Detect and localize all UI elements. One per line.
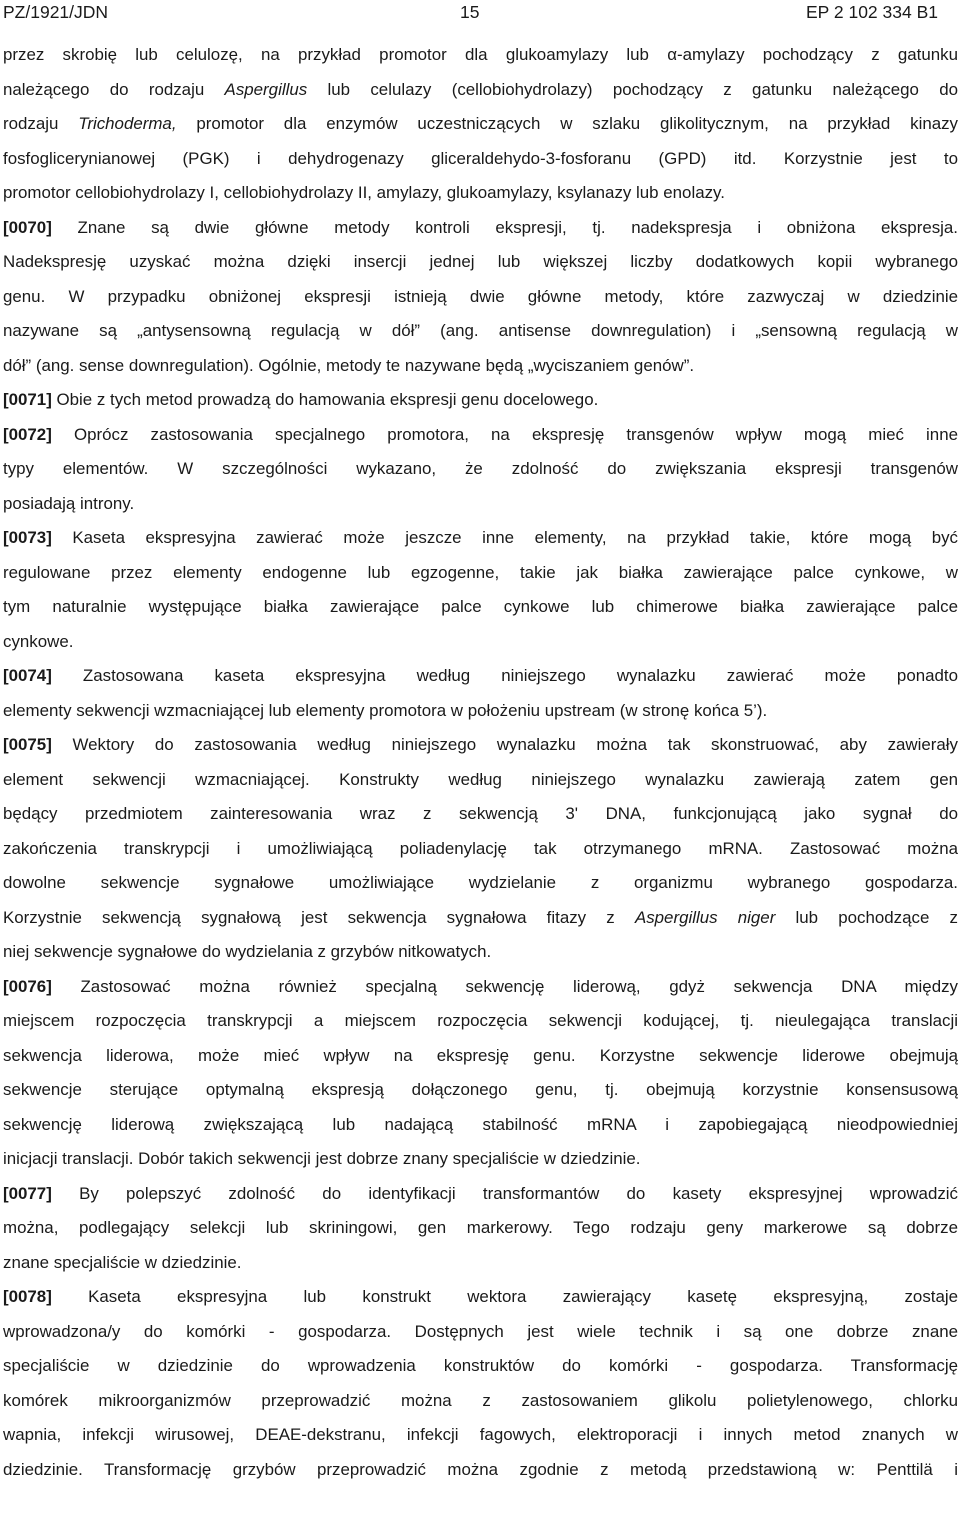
text-line <box>3 970 958 1005</box>
text-line <box>3 521 958 556</box>
text-span: elementy sekwencji wzmacniającej lub elementy promotora w położeniu upstream (w stronę końca 5’). <box>3 700 768 720</box>
text-span: nazywane są „antysensowną regulacją w dół” (ang. antisense downregulation) i „sensowną regulacją w <box>3 321 958 340</box>
text-line <box>3 1280 958 1315</box>
paragraph-number: [0074] <box>3 666 52 685</box>
document-reference: PZ/1921/JDN <box>3 2 109 22</box>
text-line <box>3 1384 958 1419</box>
text-span: promotor cellobiohydrolazy I, cellobiohydrolazy II, amylazy, glukoamylazy, ksylanazy lub enolazy. <box>3 183 725 202</box>
paragraph-number: [0078] <box>3 1287 52 1306</box>
paragraph-number: [0073] <box>3 528 52 547</box>
text-line <box>3 487 958 522</box>
text-span: wapnia, infekcji wirusowej, DEAE-dekstranu, infekcji fagowych, elektroporacji i innych metod znanych w <box>3 1425 958 1444</box>
text-line <box>3 349 958 384</box>
text-span: komórek mikroorganizmów przeprowadzić można z zastosowaniem glikolu polietylenowego, chlorku <box>3 1390 958 1410</box>
text-span: miejscem rozpoczęcia transkrypcji a miejscem rozpoczęcia sekwencji kodującej, tj. nieulegająca translacji <box>3 1011 958 1030</box>
text-line <box>3 452 958 487</box>
text-line <box>3 142 958 177</box>
text-line <box>3 1039 958 1074</box>
text-span: specjaliście w dziedzinie do wprowadzenia konstruktów do komórki - gospodarza. Transformację <box>3 1356 958 1375</box>
text-span: znane specjaliście w dziedzinie. <box>3 1252 242 1272</box>
text-line <box>3 38 958 73</box>
text-line <box>3 866 958 901</box>
text-span: genu. W przypadku obniżonej ekspresji istnieją dwie główne metody, które zazwyczaj w dziedzinie <box>3 286 958 306</box>
text-line <box>3 797 958 832</box>
paragraph-number: [0072] <box>3 424 52 444</box>
text-line <box>3 1004 958 1039</box>
text-span: element sekwencji wzmacniającej. Konstrukty według niniejszego wynalazku zawierają zatem gen <box>3 769 958 789</box>
text-line <box>3 107 958 142</box>
text-span: regulowane przez elementy endogenne lub egzogenne, takie jak białka zawierające palce cynkowe, w <box>3 562 958 582</box>
text-span: Zastosować można również specjalną sekwencję liderową, gdyż sekwencja DNA między <box>51 976 958 996</box>
text-span: dziedzinie. Transformację grzybów przeprowadzić można zgodnie z metodą przedstawioną w: Penttilä i <box>3 1459 958 1479</box>
text-span: zakończenia transkrypcji i umożliwiającą poliadenylację tak otrzymanego mRNA. Zastosować można <box>3 838 958 858</box>
text-span: lub pochodzące z <box>775 907 958 927</box>
text-span: typy elementów. W szczególności wykazano, że zdolność do zwiększania ekspresji transgenów <box>3 459 958 478</box>
text-span: należącego do rodzaju <box>3 79 225 99</box>
text-span: sekwencja liderowa, może mieć wpływ na ekspresję genu. Korzystne sekwencje liderowe obejmują <box>3 1045 958 1065</box>
text-line <box>3 1246 958 1281</box>
text-line <box>3 1177 958 1212</box>
text-span: Nadekspresję uzyskać można dzięki insercji jednej lub większej liczby dodatkowych kopii wybranego <box>3 252 958 271</box>
text-span: By polepszyć zdolność do identyfikacji transformantów do kasety ekspresyjnej wprowadzić <box>51 1183 958 1203</box>
text-line <box>3 73 958 108</box>
text-span: lub celulazy (cellobiohydrolazy) pochodzący z gatunku należącego do <box>307 79 958 99</box>
text-span: Kaseta ekspresyjna lub konstrukt wektora zawierający kasetę ekspresyjną, zostaje <box>51 1287 958 1306</box>
paragraph-number: [0077] <box>3 1183 52 1203</box>
text-span: rodzaju <box>3 114 79 133</box>
text-line <box>3 383 958 418</box>
text-span: sekwencję liderową zwiększającą lub nadającą stabilność mRNA i zapobiegającą nieodpowiedniej <box>3 1114 958 1134</box>
page-header <box>0 0 960 28</box>
text-line <box>3 728 958 763</box>
text-line <box>3 1453 958 1488</box>
text-span: fosfoglicerynianowej (PGK) i dehydrogenazy gliceraldehydo-3-fosforanu (GPD) itd. Korzystnie jest to <box>3 148 958 168</box>
text-line <box>3 625 958 660</box>
text-span: sekwencje sterujące optymalną ekspresją dołączonego genu, tj. obejmują korzystnie konsensusową <box>3 1080 958 1099</box>
page-number: 15 <box>460 2 480 22</box>
text-line <box>3 1418 958 1453</box>
text-line <box>3 694 958 729</box>
text-line <box>3 901 958 936</box>
text-line <box>3 590 958 625</box>
text-span: dół” (ang. sense downregulation). Ogólnie, metody te nazywane będą „wyciszaniem genów”. <box>3 355 695 375</box>
text-line <box>3 556 958 591</box>
text-span: promotor dla enzymów uczestniczących w szlaku glikolitycznym, na przykład kinazy <box>176 114 958 133</box>
text-span: Kaseta ekspresyjna zawierać może jeszcze inne elementy, na przykład takie, które mogą być <box>51 528 958 547</box>
text-span: będący przedmiotem zainteresowania wraz z sekwencją 3' DNA, funkcjonującą jako sygnał do <box>3 804 958 823</box>
text-span: można, podlegający selekcji lub skriningowi, gen markerowy. Tego rodzaju geny markerowe są dobrze <box>3 1218 958 1237</box>
text-line <box>3 763 958 798</box>
text-line <box>3 935 958 970</box>
text-line <box>3 211 958 246</box>
text-span: Wektory do zastosowania według niniejszego wynalazku można tak skonstruować, aby zawierały <box>51 735 958 754</box>
text-line <box>3 1211 958 1246</box>
patent-number: EP 2 102 334 B1 <box>805 2 938 22</box>
italic-term: Aspergillus <box>224 79 308 99</box>
italic-term: Trichoderma, <box>78 114 177 133</box>
text-line <box>3 659 958 694</box>
text-span: Korzystnie sekwencją sygnałową jest sekwencja sygnałowa fitazy z <box>3 907 635 927</box>
text-span: Zastosowana kaseta ekspresyjna według niniejszego wynalazku zawierać może ponadto <box>51 666 958 685</box>
text-line <box>3 1142 958 1177</box>
text-span: wprowadzona/y do komórki - gospodarza. Dostępnych jest wiele technik i są one dobrze znane <box>3 1321 958 1341</box>
text-span: niej sekwencje sygnałowe do wydzielania z grzybów nitkowatych. <box>3 942 492 961</box>
text-line <box>3 314 958 349</box>
paragraph-number: [0075] <box>3 735 52 754</box>
text-span: dowolne sekwencje sygnałowe umożliwiające wydzielanie z organizmu wybranego gospodarza. <box>3 873 958 892</box>
text-span: przez skrobię lub celulozę, na przykład promotor dla glukoamylazy lub α-amylazy pochodzący z gatunku <box>3 45 958 64</box>
text-span: inicjacji translacji. Dobór takich sekwencji jest dobrze znany specjaliście w dziedzinie. <box>3 1149 641 1168</box>
text-span: Znane są dwie główne metody kontroli ekspresji, tj. nadekspresja i obniżona ekspresja. <box>51 217 958 237</box>
text-line <box>3 1073 958 1108</box>
document-body <box>3 38 958 1487</box>
text-line <box>3 1108 958 1143</box>
text-line <box>3 832 958 867</box>
text-span: Obie z tych metod prowadzą do hamowania ekspresji genu docelowego. <box>51 390 599 409</box>
italic-term: Aspergillus niger <box>634 907 776 927</box>
paragraph-number: [0070] <box>3 217 52 237</box>
text-line <box>3 280 958 315</box>
text-span: tym naturalnie występujące białka zawierające palce cynkowe lub chimerowe białka zawierające palce <box>3 597 958 616</box>
text-line <box>3 176 958 211</box>
text-line <box>3 1315 958 1350</box>
text-span: cynkowe. <box>3 631 74 651</box>
text-span: Oprócz zastosowania specjalnego promotora, na ekspresję transgenów wpływ mogą mieć inne <box>51 424 958 444</box>
text-line <box>3 1349 958 1384</box>
paragraph-number: [0076] <box>3 976 52 996</box>
text-line <box>3 245 958 280</box>
text-span: posiadają introny. <box>3 493 135 513</box>
text-line <box>3 418 958 453</box>
paragraph-number: [0071] <box>3 390 52 409</box>
